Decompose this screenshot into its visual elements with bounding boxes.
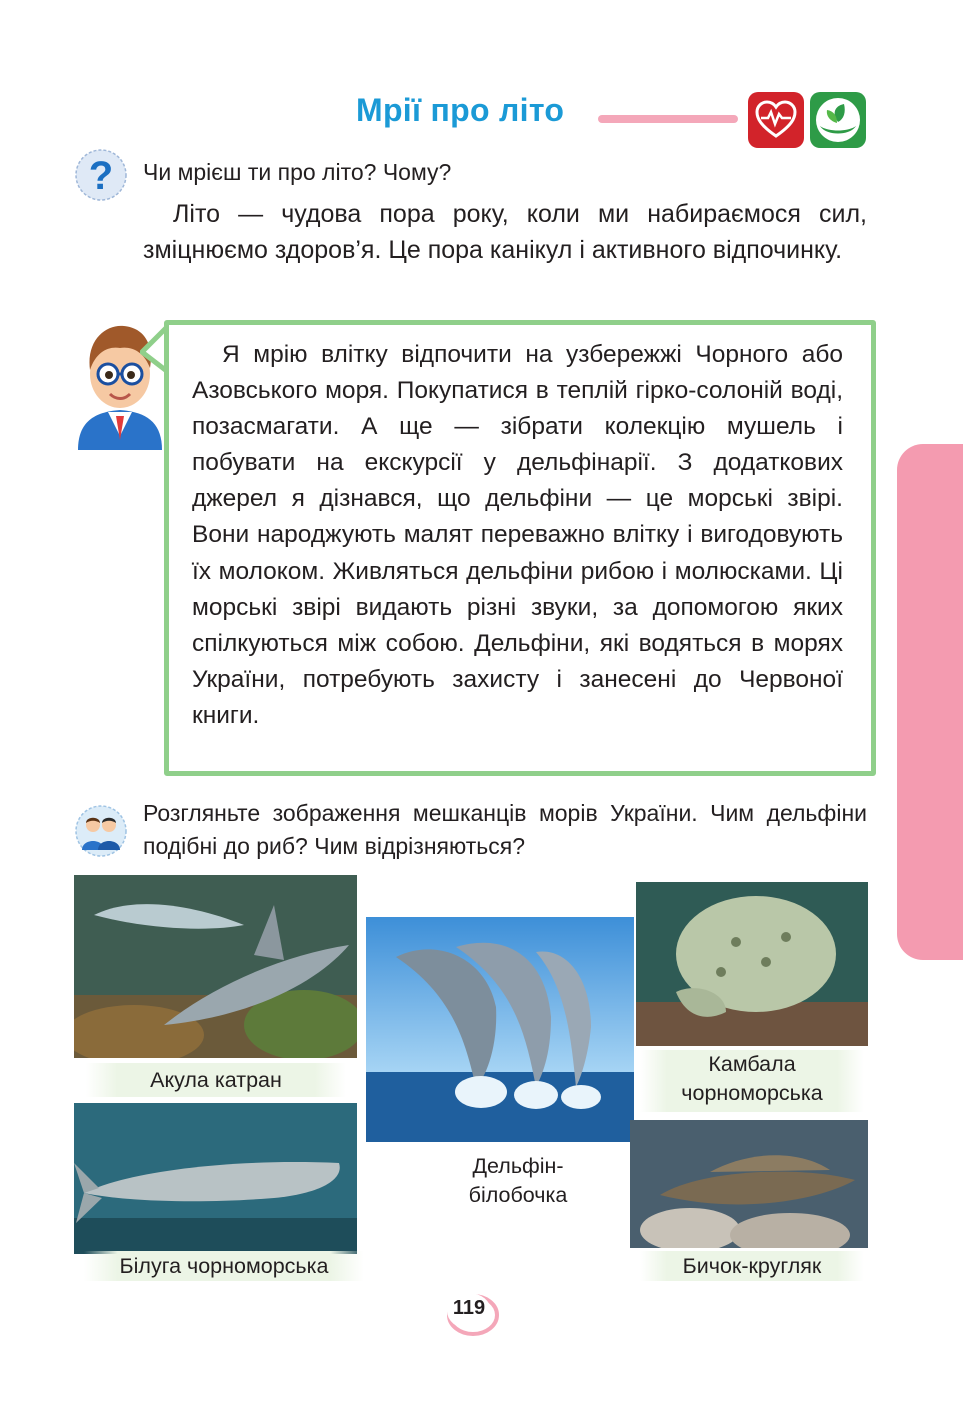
- caption-beluga: Білуга чорноморська: [84, 1251, 364, 1281]
- question-mark-icon: [74, 148, 128, 202]
- title-underline: [598, 115, 738, 123]
- svg-text:?: ?: [88, 154, 114, 198]
- caption-flounder-line2: чорноморська: [681, 1081, 823, 1105]
- goby-photo: [630, 1120, 868, 1248]
- shark-photo: [74, 875, 357, 1058]
- leaf-hands-icon: [810, 92, 866, 148]
- dolphin-photo: [366, 917, 634, 1142]
- speech-text: Я мрію влітку відпочити на узбережжі Чорного або Азовського моря. Покупатися в теплій гірко-солоній воді, позасмагати. А ще — зібрати колекцію мушель і побувати на екскурсії у дельфінарії. З додаткових джерел я дізнався, що дельфіни — це морські звірі. Вони народжують малят переважно влітку і вигодовують їх молоком. Живляться дельфіни рибою і молюсками. Ці морські звірі видають різні звуки, за допомогою яких спілкуються між собою. Дельфіни, які водяться в морях України, потребують захисту і занесені до Червоної книги.: [192, 341, 843, 729]
- heart-pulse-icon: [748, 92, 804, 148]
- section-side-tab: [897, 444, 963, 960]
- caption-dolphin-line2: білобочка: [468, 1183, 568, 1207]
- caption-flounder-line1: Камбала: [708, 1052, 796, 1076]
- caption-goby: Бичок-кругляк: [640, 1251, 864, 1281]
- intro-paragraph: Літо — чудова пора року, коли ми набираємося сил, зміцнюємо здоров’я. Це пора канікул і активного відпочинку.: [143, 200, 867, 264]
- caption-dolphin-line1: Дельфін-: [472, 1154, 564, 1178]
- page-title: Мрії про літо: [356, 92, 565, 128]
- flounder-photo: [636, 882, 868, 1046]
- question-text: Чи мрієш ти про літо? Чому?: [143, 159, 452, 185]
- task-text: Розгляньте зображення мешканців морів України. Чим дельфіни подібні до риб? Чим відрізняються?: [143, 800, 867, 859]
- caption-dolphin: [430, 1152, 606, 1214]
- caption-shark: Акула катран: [86, 1063, 346, 1097]
- pair-work-icon: [74, 804, 128, 858]
- page-number: 119: [452, 1297, 486, 1319]
- caption-flounder: [640, 1050, 864, 1112]
- beluga-photo: [74, 1103, 357, 1254]
